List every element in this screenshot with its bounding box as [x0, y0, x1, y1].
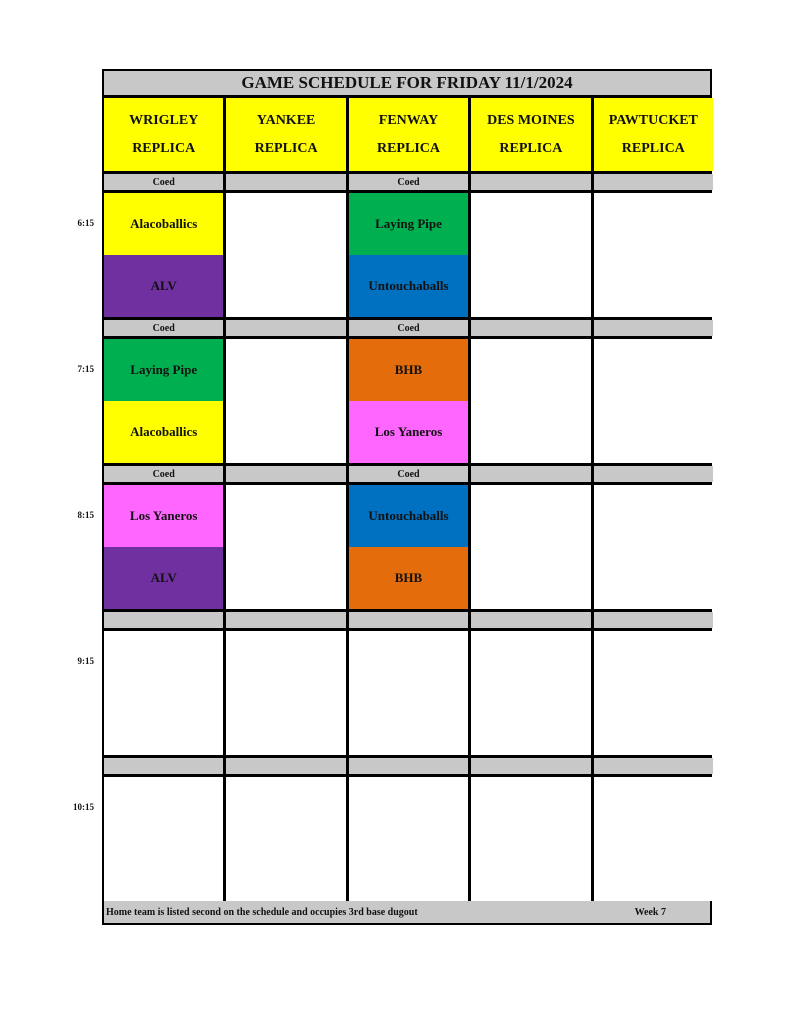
division-label — [594, 758, 713, 774]
division-label — [226, 466, 345, 482]
venue-name: PAWTUCKET — [608, 112, 698, 128]
away-team-cell: Los Yaneros — [104, 485, 223, 547]
division-label: Coed — [104, 466, 223, 482]
venue-subtitle: REPLICA — [254, 140, 318, 156]
week-label: Week 7 — [634, 906, 666, 918]
venue-subtitle: REPLICA — [621, 140, 685, 156]
away-team-cell: BHB — [349, 339, 468, 401]
home-team-cell: ALV — [104, 547, 223, 609]
schedule-grid — [102, 69, 712, 925]
venue-header — [226, 98, 345, 171]
venue-header — [594, 98, 713, 171]
home-team-cell: ALV — [104, 255, 223, 317]
away-team-cell: Laying Pipe — [104, 339, 223, 401]
division-label: Coed — [104, 320, 223, 336]
venue-header — [104, 98, 223, 171]
division-label — [471, 612, 590, 628]
empty-slot — [471, 193, 590, 317]
time-label: 6:15 — [77, 218, 94, 228]
empty-slot — [594, 485, 713, 609]
division-label — [471, 320, 590, 336]
footer-note: Home team is listed second on the schedule and occupies 3rd base dugout — [106, 906, 418, 918]
empty-slot — [226, 339, 345, 463]
division-label — [471, 174, 590, 190]
time-label: 8:15 — [77, 510, 94, 520]
venue-header — [349, 98, 468, 171]
empty-slot — [349, 631, 468, 755]
empty-slot — [594, 777, 713, 901]
empty-slot — [471, 631, 590, 755]
venue-subtitle: REPLICA — [132, 140, 196, 156]
division-label: Coed — [104, 174, 223, 190]
division-label: Coed — [349, 174, 468, 190]
division-label — [226, 320, 345, 336]
empty-slot — [471, 485, 590, 609]
empty-slot — [349, 777, 468, 901]
venue-header — [471, 98, 590, 171]
division-label — [594, 320, 713, 336]
empty-slot — [226, 485, 345, 609]
away-team-cell: Laying Pipe — [349, 193, 468, 255]
schedule-footer — [104, 901, 710, 923]
venue-name: DES MOINES — [487, 112, 575, 128]
division-label — [104, 758, 223, 774]
division-label — [226, 758, 345, 774]
division-label — [104, 612, 223, 628]
time-label: 9:15 — [77, 656, 94, 666]
division-label — [226, 174, 345, 190]
empty-slot — [104, 631, 223, 755]
division-label — [594, 612, 713, 628]
empty-slot — [471, 339, 590, 463]
schedule-title: GAME SCHEDULE FOR FRIDAY 11/1/2024 — [104, 71, 710, 95]
division-label — [471, 758, 590, 774]
empty-slot — [104, 777, 223, 901]
division-label: Coed — [349, 466, 468, 482]
venue-name: YANKEE — [256, 112, 316, 128]
empty-slot — [226, 631, 345, 755]
division-label — [594, 174, 713, 190]
empty-slot — [594, 193, 713, 317]
away-team-cell: Alacoballics — [104, 193, 223, 255]
empty-slot — [594, 631, 713, 755]
empty-slot — [226, 777, 345, 901]
home-team-cell: BHB — [349, 547, 468, 609]
empty-slot — [471, 777, 590, 901]
time-label: 7:15 — [77, 364, 94, 374]
division-label — [226, 612, 345, 628]
venue-name: WRIGLEY — [129, 112, 199, 128]
division-label — [471, 466, 590, 482]
division-label — [594, 466, 713, 482]
division-label: Coed — [349, 320, 468, 336]
home-team-cell: Untouchaballs — [349, 255, 468, 317]
home-team-cell: Los Yaneros — [349, 401, 468, 463]
away-team-cell: Untouchaballs — [349, 485, 468, 547]
division-label — [349, 758, 468, 774]
empty-slot — [226, 193, 345, 317]
venue-name: FENWAY — [378, 112, 439, 128]
division-label — [349, 612, 468, 628]
venue-subtitle: REPLICA — [376, 140, 440, 156]
empty-slot — [594, 339, 713, 463]
time-label: 10:15 — [73, 802, 94, 812]
home-team-cell: Alacoballics — [104, 401, 223, 463]
venue-subtitle: REPLICA — [499, 140, 563, 156]
